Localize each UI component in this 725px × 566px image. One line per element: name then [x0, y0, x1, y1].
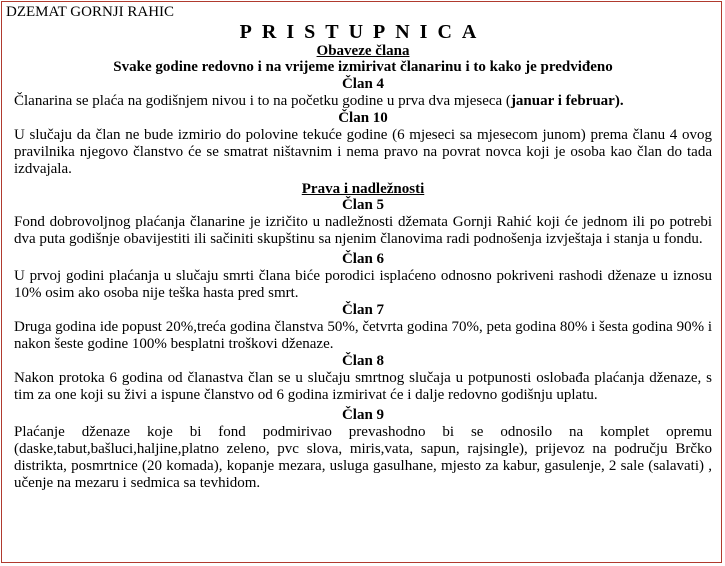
- document-frame: [1, 1, 722, 563]
- obligations-heading: Obaveze člana: [316, 43, 410, 59]
- article-10-title: Član 10: [338, 110, 388, 126]
- article-6-title: Član 6: [341, 251, 385, 267]
- article-5-text: Fond dobrovoljnog plaćanja članarine je izričito u nadležnosti džemata Gornji Rahić koji će jednom ili po potrebi dva puta godišnje obavijestiti ili sačiniti skupštinu sa njenim članovima radi podnošenja izvještaja i stanja u fondu.: [14, 214, 712, 247]
- article-5-title: Član 5: [341, 197, 385, 213]
- article-4-title: Član 4: [341, 76, 385, 92]
- article-4-months: januar i februar: [510, 93, 615, 109]
- obligations-summary: Svake godine redovno i na vrijeme izmirivat članarinu i to kako je predviđeno: [113, 59, 613, 75]
- article-10-text: U slučaju da član ne bude izmirio do polovine tekuće godine (6 mjeseci sa mjesecom junom) prema članu 4 ovog pravilnika njegovo članstvo će se smatrat ništavnim i nema pravo na povrat novca koji je osoba kao član do tada izdvajala.: [14, 127, 712, 177]
- article-8-text: Nakon protoka 6 godina od članastva član se u slučaju smrtnog slučaja u potpunosti oslobađa plaćanja dženaze, s tim za one koji su živi a ispune članstvo od 6 godina izmirivat će i dalje redovno godišnju uplatu.: [14, 370, 712, 403]
- article-4-text: Članarina se plaća na godišnjem nivou i to na početku godine u prva dva mjeseca (januar i februar).: [14, 93, 624, 109]
- rights-heading: Prava i nadležnosti: [301, 181, 425, 197]
- article-6-text: U prvoj godini plaćanja u slučaju smrti člana biće porodici isplaćeno odnosno pokriveni rashodi dženaze u iznosu 10% osim ako osoba nije teška hasta pred smrt.: [14, 268, 712, 301]
- article-7-text: Druga godina ide popust 20%,treća godina članstva 50%, četvrta godina 70%, peta godina 80% i šesta godina 90% i nakon šeste godine 100% besplatni troškovi dženaze.: [14, 319, 712, 352]
- document-title: PRISTUPNICA: [239, 21, 487, 43]
- article-8-title: Član 8: [341, 353, 385, 369]
- article-9-title: Član 9: [341, 407, 385, 423]
- document-body: [14, 21, 712, 492]
- article-7-title: Član 7: [341, 302, 385, 318]
- organization-name: DZEMAT GORNJI RAHIC: [6, 4, 175, 20]
- article-9-text: Plaćanje dženaze koje bi fond podmirivao prevashodno bi se odnosilo na komplet opremu (daske,tabut,bašluci,haljine,platno zeleno, pvc slova, miris,vata, sapun, rajsingle), prijevoz na području Brčko distrikta, posmrtnice (20 komada), kopanje mezara, usluga gasulhane, mjesto za kabur, gasulenje, 2 sale (salavati) , učenje na mezaru i sedmica sa tevhidom.: [14, 424, 712, 491]
